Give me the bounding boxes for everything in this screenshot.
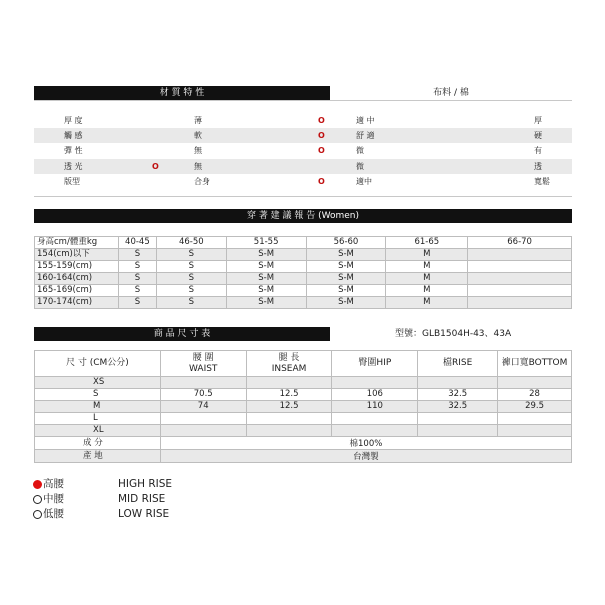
fit-cell: S-M [306,297,386,309]
material-label: 觸 感 [64,131,83,140]
size-cell [160,425,246,437]
fit-cell: 165-169(cm) [35,285,119,297]
size-cell [498,413,572,425]
size-cell [332,413,418,425]
size-cell: 106 [332,389,418,401]
size-cell [160,377,246,389]
fit-header-cell: 身高cm/體重kg [35,237,119,249]
fit-cell: M [386,261,468,273]
size-header-cell: 腰 圍 WAIST [160,351,246,377]
selected-circle-icon [33,480,42,489]
size-header-cell: 尺 寸 (CM公分) [35,351,161,377]
size-cell: L [35,413,161,425]
circle-icon [33,510,42,519]
material-mid: 薄 [194,116,202,125]
size-cell [246,377,332,389]
size-header-cell: 臀圍HIP [332,351,418,377]
fit-header-cell: 56-60 [306,237,386,249]
fit-cell: 154(cm)以下 [35,249,119,261]
size-header-cell: 檔RISE [418,351,498,377]
material-row [34,128,572,143]
fit-cell: S-M [226,249,306,261]
fit-cell: S [156,249,226,261]
rise-zh: 高腰 [43,478,64,490]
material-right: 適中 [356,177,372,186]
fit-title-bar: 穿 著 建 議 報 告 (Women) [34,209,572,223]
fit-row [35,249,572,261]
fit-cell: S [118,273,156,285]
fit-cell: S-M [226,273,306,285]
material-row [34,143,572,158]
fit-cell: M [386,249,468,261]
rise-zh: 中腰 [43,493,64,505]
material-mid: 無 [194,162,202,171]
size-cell [332,377,418,389]
fit-cell [468,273,572,285]
fit-cell: S-M [226,285,306,297]
size-extra-label: 成 分 [35,437,161,450]
size-extra-row [35,437,572,450]
size-cell: 110 [332,401,418,413]
size-cell: 12.5 [246,389,332,401]
fit-row [35,261,572,273]
material-end: 硬 [534,131,542,140]
rise-en: MID RISE [118,493,166,505]
size-cell [160,413,246,425]
divider [34,100,572,101]
size-cell [418,425,498,437]
size-cell [418,377,498,389]
rise-option [33,492,64,506]
fit-cell [468,285,572,297]
fit-cell: M [386,273,468,285]
material-label: 透 光 [64,162,83,171]
size-row [35,389,572,401]
rise-option [33,507,64,521]
fit-cell: S-M [226,261,306,273]
fit-row [35,285,572,297]
size-extra-value: 棉100% [160,437,571,450]
material-end: 厚 [534,116,542,125]
size-cell: 29.5 [498,401,572,413]
fit-cell: S-M [306,261,386,273]
material-label: 厚 度 [64,116,83,125]
fit-cell: S [118,261,156,273]
size-cell: 28 [498,389,572,401]
material-title-bar: 材 質 特 性 [34,86,330,100]
fit-cell: 160-164(cm) [35,273,119,285]
material-right-mark: O [318,131,325,140]
size-extra-value: 台灣製 [160,450,571,463]
material-row [34,159,572,174]
rise-option [33,477,64,491]
rise-zh: 低腰 [43,508,64,520]
fit-cell: M [386,297,468,309]
fit-cell: S [156,285,226,297]
material-mid: 軟 [194,131,202,140]
size-cell: 12.5 [246,401,332,413]
material-row [34,113,572,128]
fit-header-cell: 46-50 [156,237,226,249]
material-end: 有 [534,146,542,155]
rise-en: HIGH RISE [118,478,173,490]
size-cell: 32.5 [418,389,498,401]
size-cell: 70.5 [160,389,246,401]
fabric-label: 布料 / 棉 [433,88,469,98]
size-title-bar: 商 品 尺 寸 表 [34,327,330,341]
fit-table [34,236,572,309]
material-right-mark: O [318,177,325,186]
fit-header-cell: 40-45 [118,237,156,249]
size-cell: 74 [160,401,246,413]
size-cell: XL [35,425,161,437]
fit-cell [468,261,572,273]
fit-header-cell: 61-65 [386,237,468,249]
fit-cell: S [118,249,156,261]
size-cell [246,425,332,437]
rise-en: LOW RISE [118,508,170,520]
size-cell [418,413,498,425]
fit-cell: M [386,285,468,297]
material-right-mark: O [318,146,325,155]
size-cell [246,413,332,425]
fit-cell: 170-174(cm) [35,297,119,309]
size-extra-row [35,450,572,463]
material-right: 適 中 [356,116,375,125]
fit-cell [468,297,572,309]
size-cell [498,377,572,389]
material-end: 寬鬆 [534,177,550,186]
size-cell [498,425,572,437]
fit-cell: S [118,297,156,309]
size-header-cell: 腿 長 INSEAM [246,351,332,377]
material-right: 微 [356,146,364,155]
fit-cell [468,249,572,261]
material-mid: 無 [194,146,202,155]
fit-cell: S-M [306,249,386,261]
size-row [35,425,572,437]
fit-header-cell: 66-70 [468,237,572,249]
fit-header-row [35,237,572,249]
fit-cell: S [156,261,226,273]
size-cell [332,425,418,437]
material-row [34,174,572,189]
size-table [34,350,572,463]
fit-row [35,273,572,285]
size-row [35,401,572,413]
fit-cell: 155-159(cm) [35,261,119,273]
model-number: 型號：GLB1504H-43、43A [395,329,512,339]
size-row [35,413,572,425]
material-mid: 合身 [194,177,210,186]
material-left: O [152,162,159,171]
material-right: 舒 適 [356,131,375,140]
fit-cell: S [156,297,226,309]
material-label: 版型 [64,177,80,186]
material-label: 彈 性 [64,146,83,155]
fit-header-cell: 51-55 [226,237,306,249]
fit-cell: S [156,273,226,285]
material-right-mark: O [318,116,325,125]
size-cell: S [35,389,161,401]
fit-cell: S-M [226,297,306,309]
size-header-row [35,351,572,377]
material-right: 微 [356,162,364,171]
fit-cell: S-M [306,285,386,297]
fit-row [35,297,572,309]
size-cell: XS [35,377,161,389]
size-cell: M [35,401,161,413]
fit-cell: S [118,285,156,297]
size-cell: 32.5 [418,401,498,413]
circle-icon [33,495,42,504]
divider [34,196,572,197]
material-end: 透 [534,162,542,171]
fit-cell: S-M [306,273,386,285]
size-row [35,377,572,389]
size-header-cell: 褲口寬BOTTOM [498,351,572,377]
size-extra-label: 產 地 [35,450,161,463]
